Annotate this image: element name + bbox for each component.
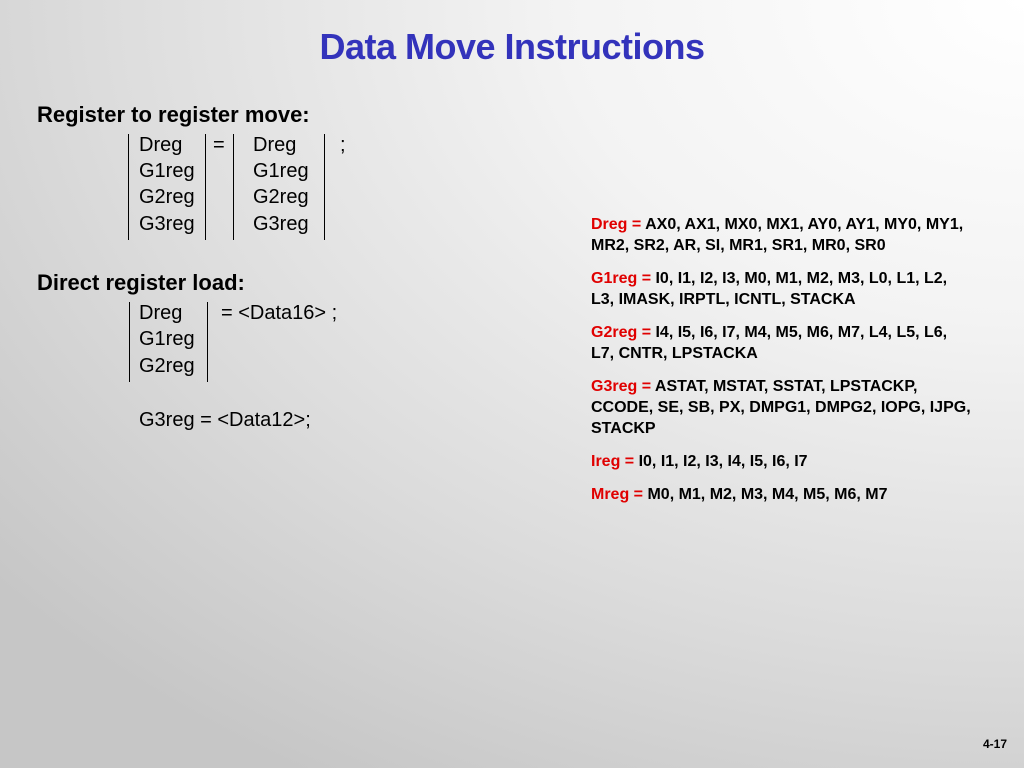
heading-direct-load: Direct register load: — [37, 270, 245, 295]
source-reg: G3reg — [139, 213, 195, 235]
def-g2reg — [591, 322, 971, 364]
def-key: Ireg = — [591, 453, 635, 470]
def-key: G2reg = — [591, 324, 652, 341]
bracket-bar — [128, 134, 129, 240]
register-definitions — [591, 214, 971, 517]
load-reg: G2reg — [139, 355, 195, 377]
def-value: I4, I5, I6, I7, M4, M5, M6, M7, L4, L5, L6, L7, CNTR, LPSTACKA — [591, 324, 948, 362]
load-reg: G1reg — [139, 328, 195, 350]
def-key: Mreg = — [591, 486, 644, 503]
def-g3reg — [591, 376, 971, 439]
source-reg: G2reg — [139, 186, 195, 208]
def-value: M0, M1, M2, M3, M4, M5, M6, M7 — [643, 486, 888, 503]
def-value: ASTAT, MSTAT, SSTAT, LPSTACKP, CCODE, SE, SB, PX, DMPG1, DMPG2, IOPG, IJPG, STACKP — [591, 378, 971, 437]
assign-data16: = <Data16> ; — [221, 302, 338, 324]
dest-reg: G3reg — [253, 213, 309, 235]
bracket-bar — [324, 134, 325, 240]
source-reg: G1reg — [139, 160, 195, 182]
def-key: G3reg = — [591, 378, 652, 395]
bracket-bar — [233, 134, 234, 240]
bracket-bar — [205, 134, 206, 240]
page-number: 4-17 — [982, 737, 1007, 751]
def-dreg — [591, 214, 971, 256]
heading-register-move: Register to register move: — [37, 102, 310, 127]
load-reg: Dreg — [139, 302, 183, 324]
bracket-bar — [207, 302, 208, 382]
dest-reg: Dreg — [253, 134, 297, 156]
def-ireg — [591, 451, 971, 472]
equals-sign: = — [213, 134, 225, 156]
slide-title: Data Move Instructions — [319, 26, 705, 67]
dest-reg: G2reg — [253, 186, 309, 208]
dest-reg: G1reg — [253, 160, 309, 182]
def-value: I0, I1, I2, I3, M0, M1, M2, M3, L0, L1, L2, L3, IMASK, IRPTL, ICNTL, STACKA — [591, 270, 948, 308]
g3reg-load-line: G3reg = <Data12>; — [139, 409, 311, 431]
source-reg: Dreg — [139, 134, 183, 156]
def-g1reg — [591, 268, 971, 310]
def-key: Dreg = — [591, 216, 642, 233]
bracket-bar — [129, 302, 130, 382]
def-value: AX0, AX1, MX0, MX1, AY0, AY1, MY0, MY1, MR2, SR2, AR, SI, MR1, SR1, MR0, SR0 — [591, 216, 964, 254]
def-key: G1reg = — [591, 270, 652, 287]
def-mreg — [591, 484, 971, 505]
semicolon: ; — [340, 134, 346, 156]
def-value: I0, I1, I2, I3, I4, I5, I6, I7 — [634, 453, 808, 470]
